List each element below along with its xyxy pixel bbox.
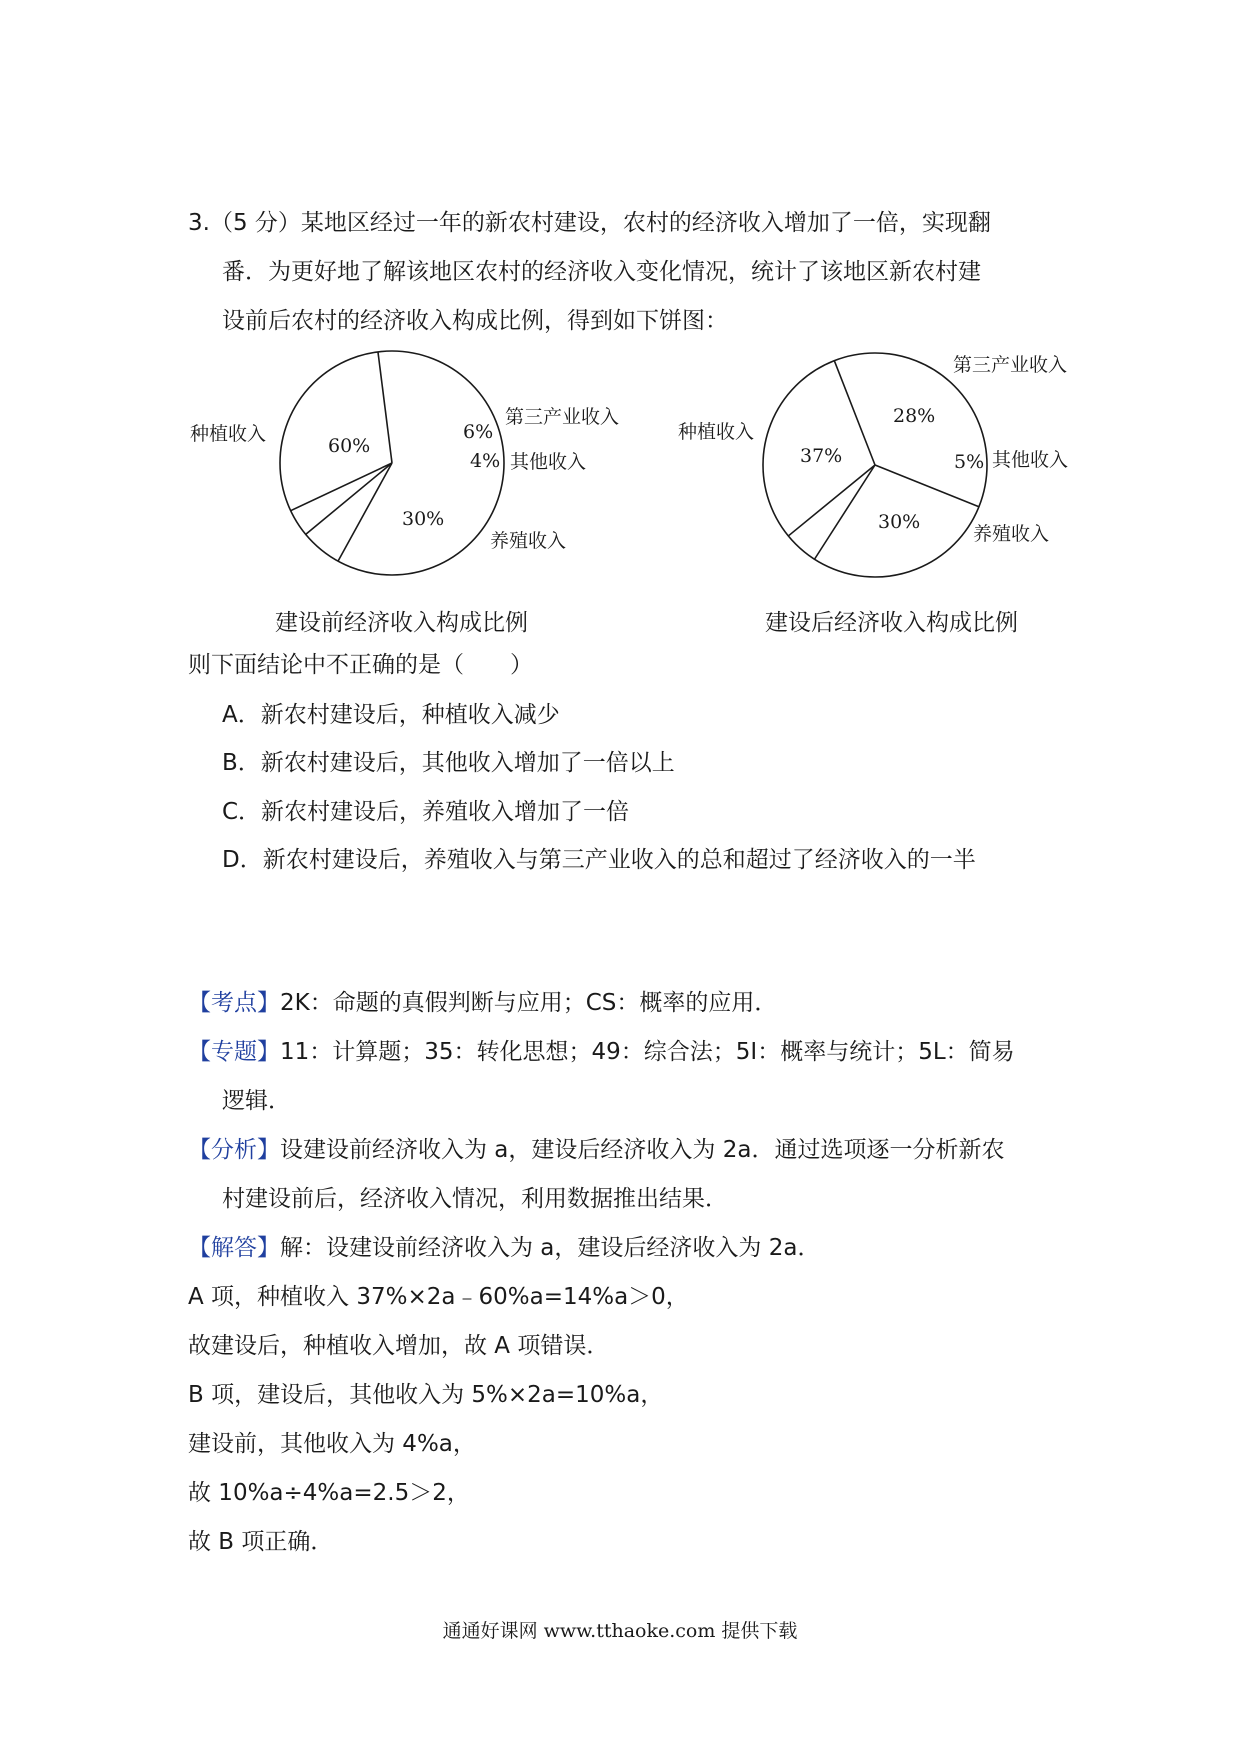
pie-chart-before [180, 345, 640, 590]
pie-label-other: 其他收入 [510, 451, 587, 473]
pie-label-tertiary: 第三产业收入 [505, 406, 620, 428]
option-c[interactable]: C．新农村建设后，养殖收入增加了一倍 [222, 799, 630, 825]
pie-slice-boundary [378, 352, 392, 463]
pie-slice-boundary [306, 463, 392, 534]
pie-caption-after: 建设后经济收入构成比例 [765, 610, 1018, 636]
pie-caption-before: 建设前经济收入构成比例 [275, 610, 528, 636]
fenxi-text: 设建设前经济收入为 a，建设后经济收入为 2a．通过选项逐一分析新农 [280, 1137, 1005, 1163]
solution-line: 故建设后，种植收入增加，故 A 项错误． [188, 1333, 610, 1359]
pie-slice-boundary [291, 463, 392, 511]
pie-value-other: 4% [470, 450, 501, 472]
jieda-text: 解：设建设前经济收入为 a，建设后经济收入为 2a． [280, 1235, 821, 1261]
pie-value-breeding: 30% [402, 508, 445, 530]
question-line-1: 3.（5 分）某地区经过一年的新农村建设，农村的经济收入增加了一倍，实现翻 [188, 210, 991, 236]
solution-line: A 项，种植收入 37%×2a﹣60%a=14%a＞0， [188, 1284, 689, 1310]
pie-value-tertiary: 28% [893, 405, 936, 427]
option-b[interactable]: B．新农村建设后，其他收入增加了一倍以上 [222, 750, 675, 776]
pie-value-tertiary: 6% [463, 421, 494, 443]
kaodian-line [188, 988, 777, 1018]
zhuanti-line [188, 1037, 1015, 1067]
jieda-tag: 【解答】 [188, 1235, 280, 1261]
zhuanti-text: 11：计算题；35：转化思想；49：综合法；5I：概率与统计；5L：简易 [280, 1039, 1015, 1065]
zhuanti-continuation: 逻辑． [222, 1088, 291, 1114]
pie-value-breeding: 30% [878, 511, 921, 533]
fenxi-tag: 【分析】 [188, 1137, 280, 1163]
kaodian-text: 2K：命题的真假判断与应用；CS：概率的应用． [280, 990, 778, 1016]
solution-line: 故 10%a÷4%a=2.5＞2， [188, 1480, 470, 1506]
pie-value-planting: 37% [800, 445, 843, 467]
question-line-2: 番．为更好地了解该地区农村的经济收入变化情况，统计了该地区新农村建 [222, 259, 981, 285]
fenxi-continuation: 村建设前后，经济收入情况，利用数据推出结果． [222, 1186, 728, 1212]
pie-label-tertiary: 第三产业收入 [953, 354, 1068, 376]
jieda-line [188, 1233, 820, 1263]
zhuanti-tag: 【专题】 [188, 1039, 280, 1065]
pie-label-planting: 种植收入 [678, 421, 755, 443]
pie-slice-boundary [338, 463, 392, 561]
pie-slice-boundary [814, 465, 875, 559]
pie-label-breeding: 养殖收入 [973, 523, 1050, 545]
option-a[interactable]: A．新农村建设后，种植收入减少 [222, 702, 560, 728]
fenxi-line [188, 1135, 1004, 1165]
pie-chart-after [670, 345, 1090, 590]
option-d[interactable]: D．新农村建设后，养殖收入与第三产业收入的总和超过了经济收入的一半 [222, 847, 976, 873]
footer-watermark: 通通好课网 www.tthaoke.com 提供下载 [442, 1620, 798, 1642]
solution-line: 故 B 项正确． [188, 1529, 334, 1555]
question-line-3: 设前后农村的经济收入构成比例，得到如下饼图： [222, 308, 728, 334]
pie-label-planting: 种植收入 [190, 423, 267, 445]
pie-value-planting: 60% [328, 435, 371, 457]
pie-value-other: 5% [954, 451, 985, 473]
solution-line: 建设前，其他收入为 4%a， [188, 1431, 476, 1457]
pie-label-other: 其他收入 [992, 449, 1069, 471]
pie-slice-boundary [788, 465, 875, 536]
kaodian-tag: 【考点】 [188, 990, 280, 1016]
solution-line: B 项，建设后，其他收入为 5%×2a=10%a， [188, 1382, 664, 1408]
pie-label-breeding: 养殖收入 [490, 530, 567, 552]
question-prompt: 则下面结论中不正确的是（ ） [188, 652, 533, 678]
